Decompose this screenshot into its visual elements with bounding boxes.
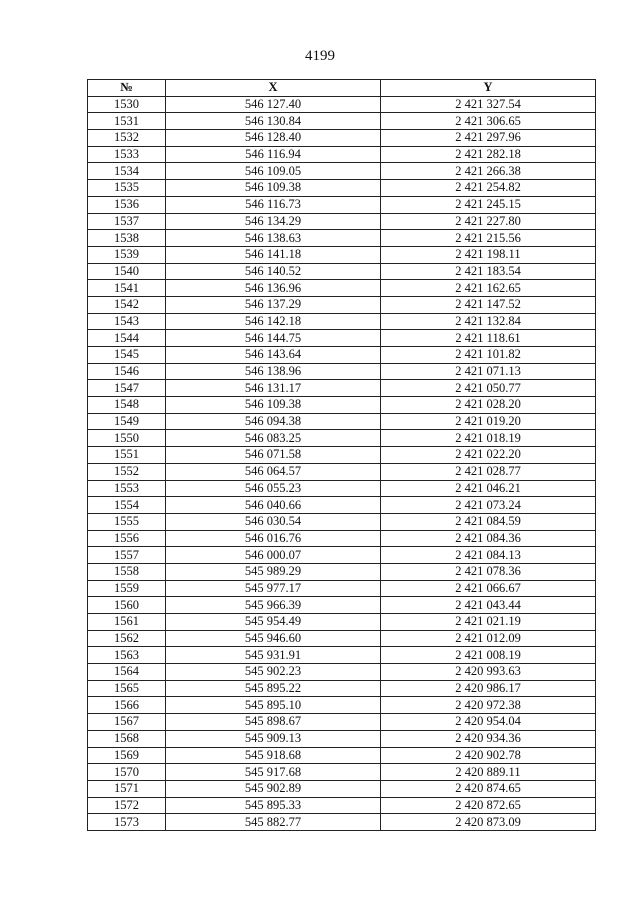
y-coordinate-cell: 2 421 254.82 (381, 180, 596, 197)
y-coordinate-cell: 2 421 306.65 (381, 113, 596, 130)
x-coordinate-cell: 545 902.23 (166, 664, 381, 681)
table-row (88, 296, 596, 313)
x-coordinate-cell: 546 030.54 (166, 513, 381, 530)
table-row (88, 196, 596, 213)
x-coordinate-cell: 545 977.17 (166, 580, 381, 597)
y-coordinate-cell: 2 421 215.56 (381, 230, 596, 247)
point-number-cell: 1546 (88, 363, 166, 380)
x-coordinate-cell: 546 140.52 (166, 263, 381, 280)
y-coordinate-cell: 2 421 282.18 (381, 146, 596, 163)
table-row (88, 730, 596, 747)
y-coordinate-cell: 2 421 162.65 (381, 280, 596, 297)
point-number-cell: 1549 (88, 413, 166, 430)
x-coordinate-cell: 546 040.66 (166, 497, 381, 514)
x-coordinate-cell: 546 109.38 (166, 397, 381, 414)
point-number-cell: 1531 (88, 113, 166, 130)
x-coordinate-cell: 545 895.33 (166, 797, 381, 814)
point-number-cell: 1530 (88, 96, 166, 113)
table-row (88, 380, 596, 397)
point-number-cell: 1550 (88, 430, 166, 447)
table-row (88, 480, 596, 497)
x-coordinate-cell: 545 966.39 (166, 597, 381, 614)
x-coordinate-cell: 546 094.38 (166, 413, 381, 430)
table-header (88, 80, 596, 97)
y-coordinate-cell: 2 420 902.78 (381, 747, 596, 764)
y-coordinate-cell: 2 421 266.38 (381, 163, 596, 180)
y-coordinate-cell: 2 420 993.63 (381, 664, 596, 681)
header-number: № (88, 80, 166, 97)
point-number-cell: 1545 (88, 347, 166, 364)
point-number-cell: 1535 (88, 180, 166, 197)
point-number-cell: 1571 (88, 780, 166, 797)
table-row (88, 430, 596, 447)
x-coordinate-cell: 546 083.25 (166, 430, 381, 447)
x-coordinate-cell: 546 000.07 (166, 547, 381, 564)
table-row (88, 664, 596, 681)
point-number-cell: 1538 (88, 230, 166, 247)
y-coordinate-cell: 2 421 078.36 (381, 563, 596, 580)
y-coordinate-cell: 2 420 954.04 (381, 714, 596, 731)
table-row (88, 347, 596, 364)
table-row (88, 263, 596, 280)
point-number-cell: 1565 (88, 680, 166, 697)
x-coordinate-cell: 546 137.29 (166, 296, 381, 313)
y-coordinate-cell: 2 421 066.67 (381, 580, 596, 597)
y-coordinate-cell: 2 420 874.65 (381, 780, 596, 797)
x-coordinate-cell: 545 895.22 (166, 680, 381, 697)
y-coordinate-cell: 2 421 043.44 (381, 597, 596, 614)
table-row (88, 213, 596, 230)
y-coordinate-cell: 2 421 028.20 (381, 397, 596, 414)
x-coordinate-cell: 546 142.18 (166, 313, 381, 330)
y-coordinate-cell: 2 420 986.17 (381, 680, 596, 697)
point-number-cell: 1543 (88, 313, 166, 330)
table-row (88, 130, 596, 147)
table-row (88, 530, 596, 547)
point-number-cell: 1570 (88, 764, 166, 781)
y-coordinate-cell: 2 421 028.77 (381, 463, 596, 480)
y-coordinate-cell: 2 421 245.15 (381, 196, 596, 213)
y-coordinate-cell: 2 421 021.19 (381, 614, 596, 631)
point-number-cell: 1555 (88, 513, 166, 530)
table-row (88, 714, 596, 731)
y-coordinate-cell: 2 421 073.24 (381, 497, 596, 514)
point-number-cell: 1566 (88, 697, 166, 714)
table-row (88, 597, 596, 614)
x-coordinate-cell: 545 918.68 (166, 747, 381, 764)
point-number-cell: 1547 (88, 380, 166, 397)
x-coordinate-cell: 546 064.57 (166, 463, 381, 480)
point-number-cell: 1559 (88, 580, 166, 597)
x-coordinate-cell: 546 130.84 (166, 113, 381, 130)
table-row (88, 647, 596, 664)
y-coordinate-cell: 2 421 071.13 (381, 363, 596, 380)
point-number-cell: 1572 (88, 797, 166, 814)
table-row (88, 363, 596, 380)
point-number-cell: 1533 (88, 146, 166, 163)
table-row (88, 96, 596, 113)
y-coordinate-cell: 2 421 046.21 (381, 480, 596, 497)
point-number-cell: 1540 (88, 263, 166, 280)
table-row (88, 246, 596, 263)
x-coordinate-cell: 545 895.10 (166, 697, 381, 714)
point-number-cell: 1541 (88, 280, 166, 297)
y-coordinate-cell: 2 421 084.59 (381, 513, 596, 530)
table-row (88, 580, 596, 597)
point-number-cell: 1532 (88, 130, 166, 147)
point-number-cell: 1569 (88, 747, 166, 764)
table-row (88, 397, 596, 414)
y-coordinate-cell: 2 421 198.11 (381, 246, 596, 263)
y-coordinate-cell: 2 421 147.52 (381, 296, 596, 313)
table-row (88, 280, 596, 297)
point-number-cell: 1551 (88, 447, 166, 464)
y-coordinate-cell: 2 421 012.09 (381, 630, 596, 647)
y-coordinate-cell: 2 420 873.09 (381, 814, 596, 831)
point-number-cell: 1553 (88, 480, 166, 497)
x-coordinate-cell: 546 143.64 (166, 347, 381, 364)
point-number-cell: 1554 (88, 497, 166, 514)
x-coordinate-cell: 546 109.38 (166, 180, 381, 197)
point-number-cell: 1558 (88, 563, 166, 580)
y-coordinate-cell: 2 421 227.80 (381, 213, 596, 230)
x-coordinate-cell: 545 989.29 (166, 563, 381, 580)
point-number-cell: 1568 (88, 730, 166, 747)
table-row (88, 513, 596, 530)
point-number-cell: 1542 (88, 296, 166, 313)
y-coordinate-cell: 2 421 019.20 (381, 413, 596, 430)
point-number-cell: 1544 (88, 330, 166, 347)
y-coordinate-cell: 2 420 972.38 (381, 697, 596, 714)
x-coordinate-cell: 546 016.76 (166, 530, 381, 547)
y-coordinate-cell: 2 421 084.13 (381, 547, 596, 564)
y-coordinate-cell: 2 421 008.19 (381, 647, 596, 664)
point-number-cell: 1561 (88, 614, 166, 631)
x-coordinate-cell: 546 128.40 (166, 130, 381, 147)
table-row (88, 547, 596, 564)
point-number-cell: 1534 (88, 163, 166, 180)
x-coordinate-cell: 545 902.89 (166, 780, 381, 797)
y-coordinate-cell: 2 421 101.82 (381, 347, 596, 364)
x-coordinate-cell: 546 136.96 (166, 280, 381, 297)
x-coordinate-cell: 546 127.40 (166, 96, 381, 113)
x-coordinate-cell: 545 954.49 (166, 614, 381, 631)
y-coordinate-cell: 2 421 084.36 (381, 530, 596, 547)
y-coordinate-cell: 2 421 132.84 (381, 313, 596, 330)
point-number-cell: 1539 (88, 246, 166, 263)
point-number-cell: 1557 (88, 547, 166, 564)
table-row (88, 330, 596, 347)
x-coordinate-cell: 545 909.13 (166, 730, 381, 747)
x-coordinate-cell: 546 134.29 (166, 213, 381, 230)
table-row (88, 497, 596, 514)
header-x: X (166, 80, 381, 97)
x-coordinate-cell: 546 109.05 (166, 163, 381, 180)
y-coordinate-cell: 2 421 050.77 (381, 380, 596, 397)
point-number-cell: 1564 (88, 664, 166, 681)
x-coordinate-cell: 546 144.75 (166, 330, 381, 347)
point-number-cell: 1563 (88, 647, 166, 664)
table-row (88, 764, 596, 781)
x-coordinate-cell: 546 055.23 (166, 480, 381, 497)
y-coordinate-cell: 2 421 022.20 (381, 447, 596, 464)
x-coordinate-cell: 546 138.63 (166, 230, 381, 247)
header-y: Y (381, 80, 596, 97)
x-coordinate-cell: 545 946.60 (166, 630, 381, 647)
table-row (88, 630, 596, 647)
y-coordinate-cell: 2 421 327.54 (381, 96, 596, 113)
y-coordinate-cell: 2 421 118.61 (381, 330, 596, 347)
table-row (88, 614, 596, 631)
coordinates-table (87, 79, 596, 831)
y-coordinate-cell: 2 421 183.54 (381, 263, 596, 280)
x-coordinate-cell: 546 071.58 (166, 447, 381, 464)
y-coordinate-cell: 2 421 018.19 (381, 430, 596, 447)
y-coordinate-cell: 2 420 934.36 (381, 730, 596, 747)
x-coordinate-cell: 545 898.67 (166, 714, 381, 731)
table-row (88, 230, 596, 247)
x-coordinate-cell: 545 931.91 (166, 647, 381, 664)
table-row (88, 180, 596, 197)
y-coordinate-cell: 2 420 872.65 (381, 797, 596, 814)
table-row (88, 313, 596, 330)
table-row (88, 680, 596, 697)
y-coordinate-cell: 2 420 889.11 (381, 764, 596, 781)
table-row (88, 814, 596, 831)
x-coordinate-cell: 546 138.96 (166, 363, 381, 380)
table-body (88, 96, 596, 830)
table-row (88, 463, 596, 480)
table-row (88, 447, 596, 464)
page-number: 4199 (305, 48, 335, 64)
x-coordinate-cell: 546 116.73 (166, 196, 381, 213)
x-coordinate-cell: 546 131.17 (166, 380, 381, 397)
table-row (88, 563, 596, 580)
table-row (88, 113, 596, 130)
table-row (88, 797, 596, 814)
table-row (88, 747, 596, 764)
point-number-cell: 1537 (88, 213, 166, 230)
table-row (88, 146, 596, 163)
x-coordinate-cell: 545 917.68 (166, 764, 381, 781)
point-number-cell: 1548 (88, 397, 166, 414)
x-coordinate-cell: 546 116.94 (166, 146, 381, 163)
point-number-cell: 1552 (88, 463, 166, 480)
table-row (88, 697, 596, 714)
point-number-cell: 1562 (88, 630, 166, 647)
x-coordinate-cell: 546 141.18 (166, 246, 381, 263)
point-number-cell: 1567 (88, 714, 166, 731)
y-coordinate-cell: 2 421 297.96 (381, 130, 596, 147)
point-number-cell: 1536 (88, 196, 166, 213)
point-number-cell: 1560 (88, 597, 166, 614)
point-number-cell: 1556 (88, 530, 166, 547)
header-row (88, 80, 596, 97)
table-row (88, 780, 596, 797)
point-number-cell: 1573 (88, 814, 166, 831)
x-coordinate-cell: 545 882.77 (166, 814, 381, 831)
table-row (88, 413, 596, 430)
table-row (88, 163, 596, 180)
